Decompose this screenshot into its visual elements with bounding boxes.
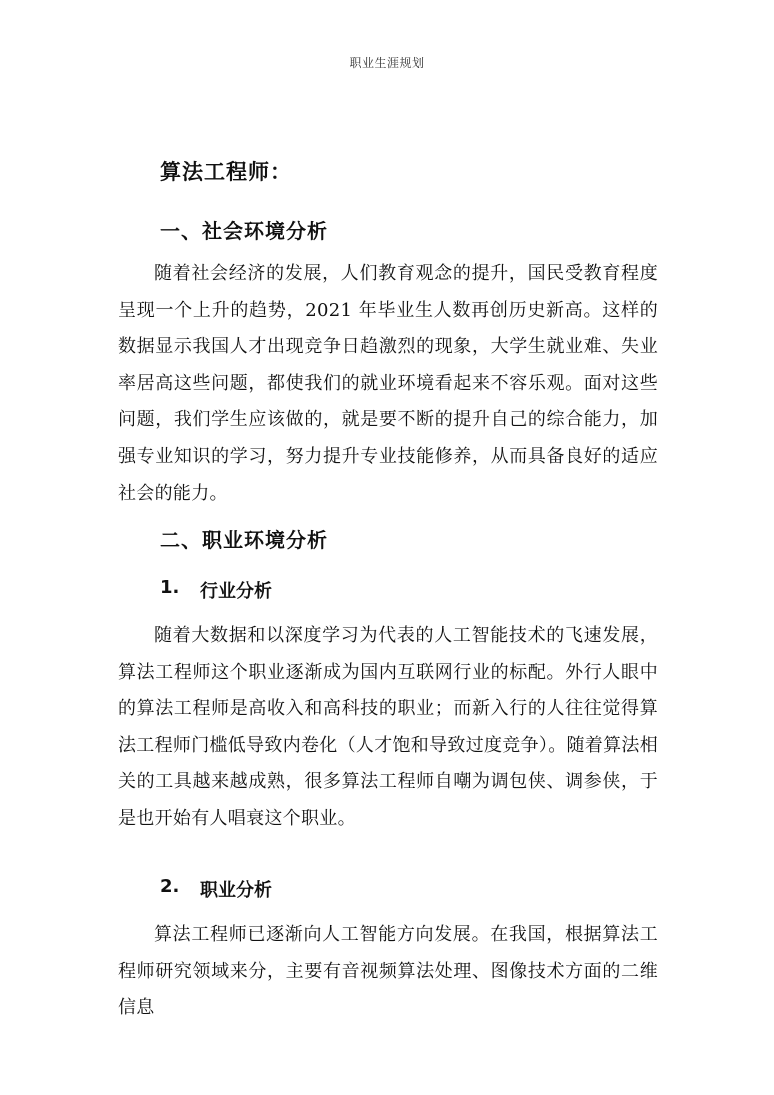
subsection-number: 1. — [160, 577, 180, 598]
subsection-title: 行业分析 — [200, 581, 272, 602]
section-heading-social-environment: 一、社会环境分析 — [160, 219, 328, 243]
page-header: 职业生涯规划 — [349, 56, 425, 70]
paragraph-social-environment: 随着社会经济的发展，人们教育观念的提升，国民受教育程度呈现一个上升的趋势，2021 年毕业生人数再创历史新高。这样的数据显示我国人才出现竞争日趋激烈的现象，大学生就业难、失业率居高这些问题，都使我们的就业环境看起来不容乐观。面对这些问题，我们学生应该做的，就是要不断的提升自己的综合能力，加强专业知识的学习，努力提升专业技能修养，从而具备良好的适应社会的能力。 — [118, 263, 658, 504]
subsection-number: 2. — [160, 876, 180, 897]
subsection-title: 职业分析 — [200, 880, 272, 901]
document-title: 算法工程师： — [160, 160, 292, 184]
section-heading-career-environment: 二、职业环境分析 — [160, 528, 328, 552]
paragraph-career-analysis: 算法工程师已逐渐向人工智能方向发展。在我国，根据算法工程师研究领域来分，主要有音视频算法处理、图像技术方面的二维信息 — [118, 924, 658, 1019]
paragraph-industry-analysis: 随着大数据和以深度学习为代表的人工智能技术的飞速发展，算法工程师这个职业逐渐成为国内互联网行业的标配。外行人眼中的算法工程师是高收入和高科技的职业；而新入行的人往往觉得算法工程师门槛低导致内卷化（人才饱和导致过度竞争）。随着算法相关的工具越来越成熟，很多算法工程师自嘲为调包侠、调参侠，于是也开始有人唱衰这个职业。 — [118, 625, 658, 829]
subsection-heading-career-analysis — [160, 876, 272, 902]
subsection-heading-industry-analysis — [160, 577, 272, 603]
